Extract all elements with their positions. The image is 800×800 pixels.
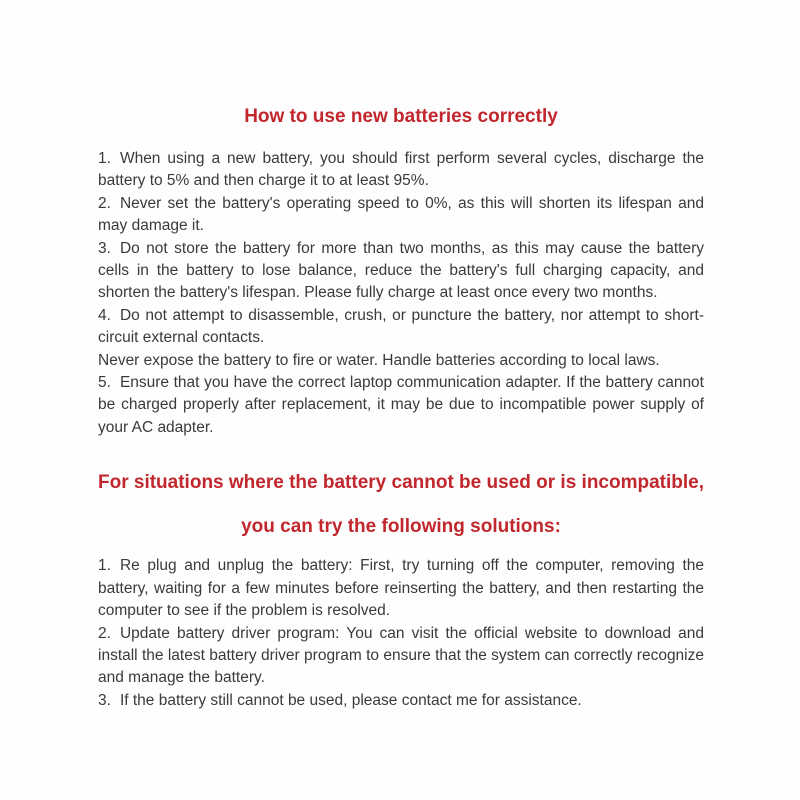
section2-title-line2: you can try the following solutions: xyxy=(241,516,561,538)
paragraph-text: Never set the battery's operating speed to 0%, as this will shorten its lifespan and may damage it. xyxy=(98,194,704,235)
paragraph-number: 3. xyxy=(98,691,111,709)
paragraph-text: When using a new battery, you should first perform several cycles, discharge the battery to 5% and then charge it to at least 95%. xyxy=(98,150,704,190)
paragraph-text: Do not store the battery for more than two months, as this may cause the battery cells in the battery to lose balance, reduce the battery's full charging capacity, and shorten the battery's lifespan. Please fully charge at least once every two months. xyxy=(98,239,704,302)
paragraph-number: 5. xyxy=(98,374,111,392)
paragraph-number: 1. xyxy=(98,557,111,575)
solution-paragraph xyxy=(98,555,704,622)
paragraph-text: Never expose the battery to fire or water. Handle batteries according to local laws. xyxy=(98,351,660,369)
paragraph-number: 1. xyxy=(98,150,111,167)
instruction-paragraph xyxy=(98,238,704,305)
content-column xyxy=(98,104,704,712)
paragraph-text: Ensure that you have the correct laptop communication adapter. If the battery cannot be charged properly after replacement, it may be due to incompatible power supply of your AC adapter. xyxy=(98,374,704,436)
paragraph-number: 4. xyxy=(98,306,111,324)
paragraph-number: 3. xyxy=(98,239,111,257)
section1-title: How to use new batteries correctly xyxy=(244,106,558,127)
instruction-paragraph xyxy=(98,148,704,193)
solution-paragraph xyxy=(98,690,704,712)
paragraph-text: Do not attempt to disassemble, crush, or puncture the battery, nor attempt to short-circuit external contacts. xyxy=(98,306,704,347)
instruction-paragraph xyxy=(98,350,704,372)
paragraph-number: 2. xyxy=(98,624,111,642)
instruction-paragraph xyxy=(98,372,704,439)
instruction-paragraph xyxy=(98,305,704,350)
section2-title-line1: For situations where the battery cannot be used or is incompatible, xyxy=(98,472,704,494)
paragraph-text: Re plug and unplug the battery: First, try turning off the computer, removing the battery, waiting for a few minutes before reinserting the battery, and then restarting the computer to see if the problem is resolved. xyxy=(98,557,704,620)
paragraph-number: 2. xyxy=(98,194,111,212)
paragraph-text: If the battery still cannot be used, please contact me for assistance. xyxy=(119,691,582,709)
solution-paragraph xyxy=(98,623,704,690)
instruction-paragraph xyxy=(98,193,704,238)
paragraph-text: Update battery driver program: You can visit the official website to download and install the latest battery driver program to ensure that the system can correctly recognize and manage the battery. xyxy=(98,624,704,687)
